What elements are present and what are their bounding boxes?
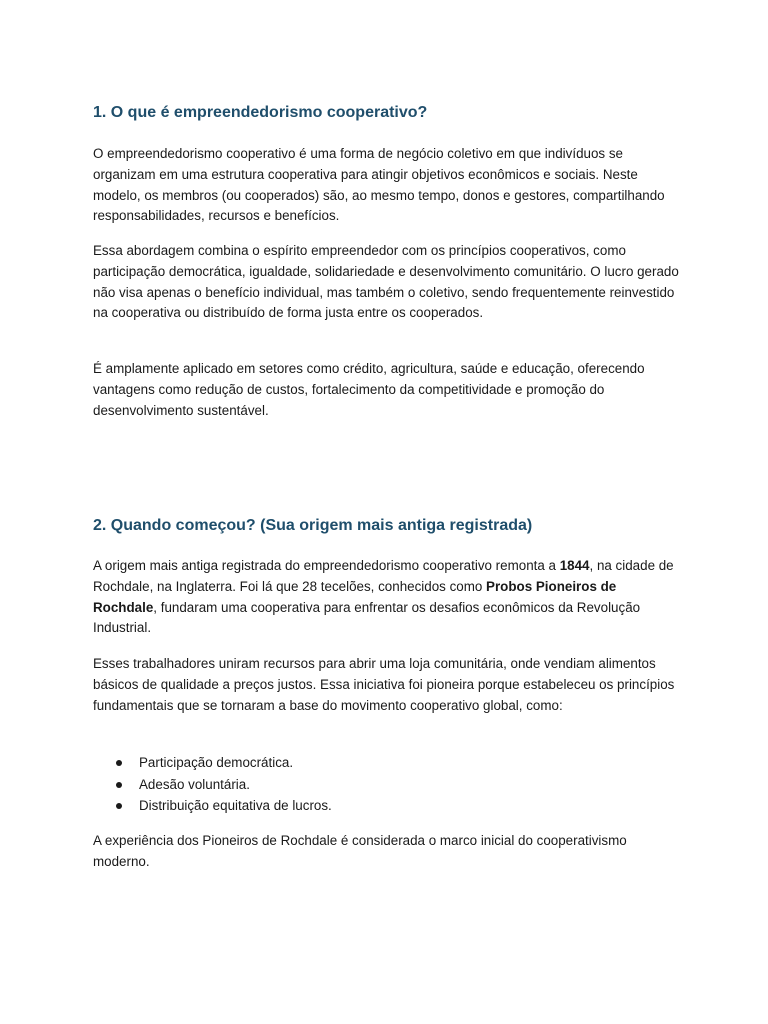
bullet-icon: [116, 760, 122, 766]
origin-text-b: , na cidade de Rochdale, na Inglaterra. Foi lá que 28 tecelões, conhecidos como: [93, 558, 674, 594]
principles-list: [93, 752, 683, 817]
section-2-heading: 2. Quando começou? (Sua origem mais antiga registrada): [93, 517, 533, 534]
list-item-text: Distribuição equitativa de lucros.: [139, 798, 332, 813]
section-1-heading: 1. O que é empreendedorismo cooperativo?: [93, 104, 428, 121]
bullet-icon: [116, 782, 122, 788]
origin-year: 1844: [559, 558, 590, 573]
list-item: [93, 774, 683, 796]
list-item: [93, 795, 683, 817]
list-item-text: Adesão voluntária.: [139, 776, 250, 792]
origin-text-c: , fundaram uma cooperativa para enfrentar os desafios econômicos da Revolução Industrial.: [93, 599, 641, 636]
section-1-paragraph-1: O empreendedorismo cooperativo é uma forma de negócio coletivo em que indivíduos se organizam em uma estrutura cooperativa para atingir objetivos econômicos e sociais. Neste modelo, os membros (ou cooperados) são, ao mesmo tempo, donos e gestores, compartilhando responsabilidades, recursos e benefícios.: [93, 146, 665, 224]
section-2-paragraph-3: A experiência dos Pioneiros de Rochdale é considerada o marco inicial do cooperativismo moderno.: [93, 833, 627, 869]
section-1-paragraph-3: É amplamente aplicado em setores como crédito, agricultura, saúde e educação, oferecendo vantagens como redução de custos, fortalecimento da competitividade e promoção do desenvolvimento sustentável.: [93, 361, 645, 418]
section-2-paragraph-1: [93, 556, 683, 639]
list-item-text: Participação democrática.: [139, 755, 294, 770]
section-1-paragraph-2: Essa abordagem combina o espírito empreendedor com os princípios cooperativos, como participação democrática, igualdade, solidariedade e desenvolvimento comunitário. O lucro gerado não visa apenas o benefício individual, mas também o coletivo, sendo frequentemente reinvestido na cooperativa ou distribuído de forma justa entre os cooperados.: [93, 243, 679, 321]
bullet-icon: [116, 803, 122, 809]
section-2-paragraph-2: Esses trabalhadores uniram recursos para abrir uma loja comunitária, onde vendiam alimentos básicos de qualidade a preços justos. Essa iniciativa foi pioneira porque estabeleceu os princípios fundamentais que se tornaram a base do movimento cooperativo global, como:: [93, 656, 675, 713]
list-item: [93, 752, 683, 774]
origin-text-a: A origem mais antiga registrada do empreendedorismo cooperativo remonta a: [93, 558, 560, 573]
pioneers-name: Probos Pioneiros de Rochdale: [93, 578, 617, 615]
